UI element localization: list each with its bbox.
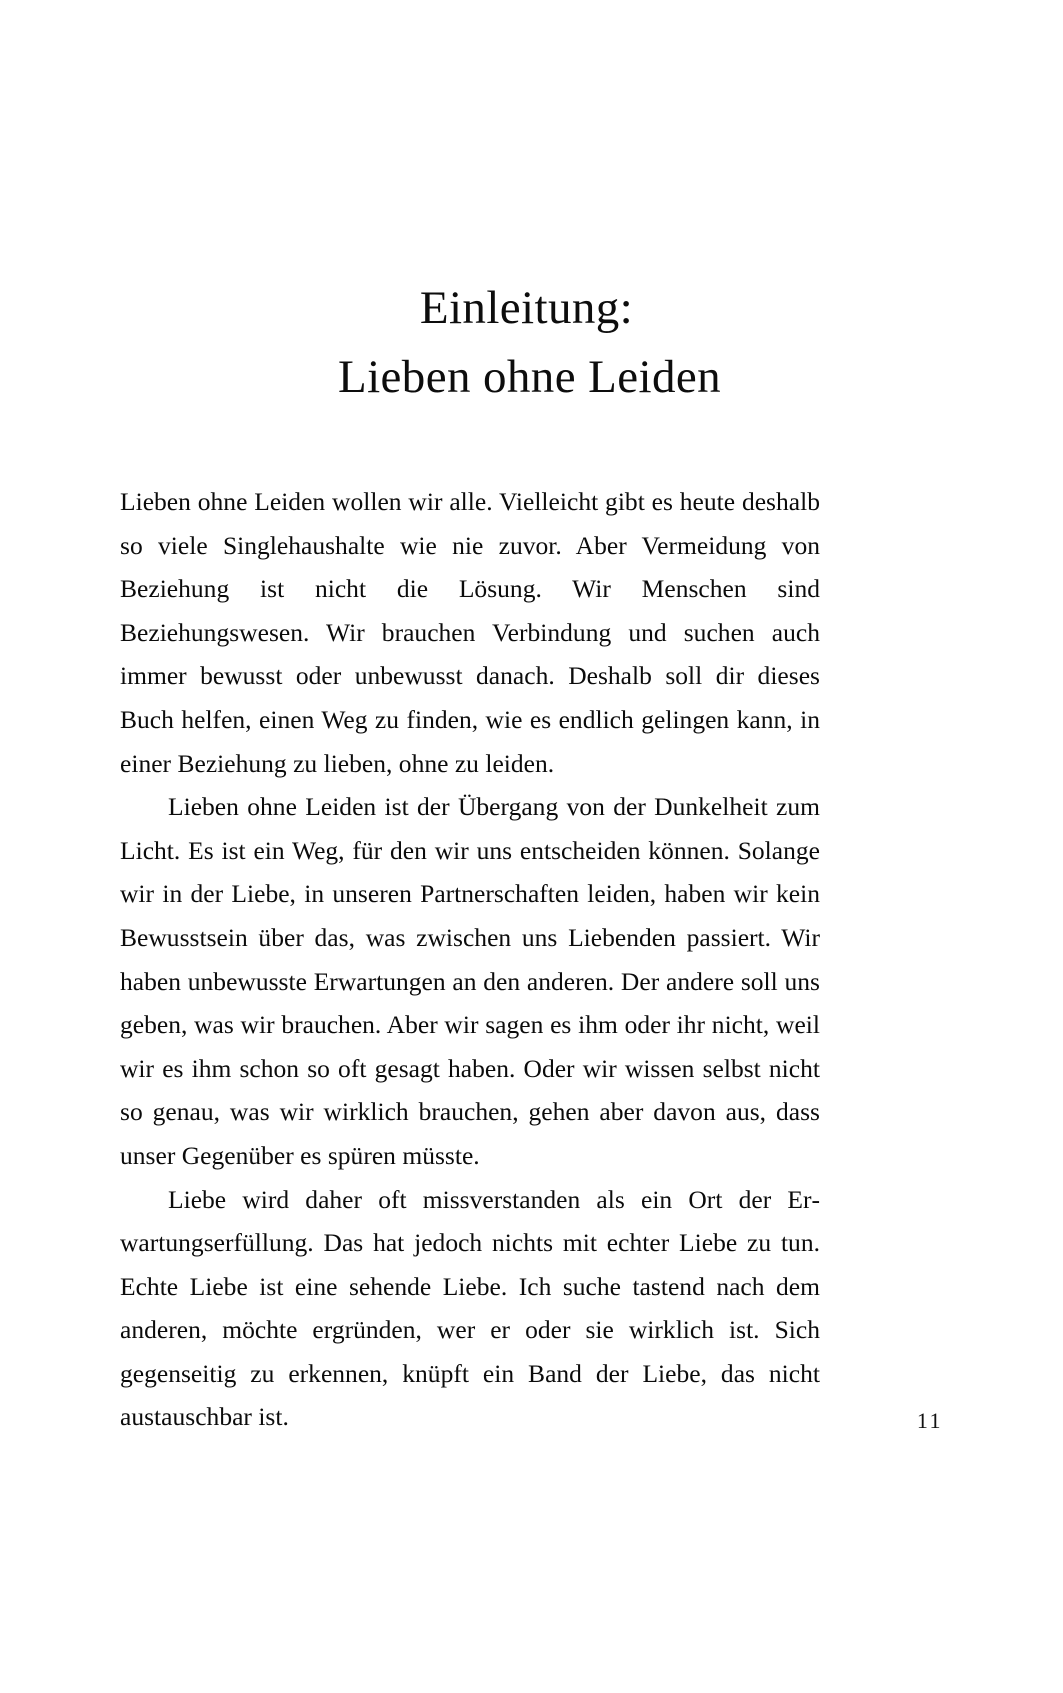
paragraph-2: Lieben ohne Leiden ist der Übergang von der Dunkelheit zum Licht. Es ist ein Weg, für den wir uns entscheiden können. Solange wir in der Liebe, in unseren Partnerschaften leiden, haben wir kein Bewusstsein über das, was zwischen uns Liebenden passiert. Wir haben unbewusste Erwartungen an den anderen. Der andere soll uns geben, was wir brauchen. Aber wir sagen es ihm oder ihr nicht, weil wir es ihm schon so oft gesagt haben. Oder wir wissen selbst nicht so genau, was wir wirklich brauchen, gehen aber davon aus, dass unser Gegenüber es spüren müsste. (120, 792, 820, 1170)
page-title (0, 274, 1063, 410)
body-text (120, 480, 820, 1439)
chapter-title-line-2: Lieben ohne Leiden (337, 350, 722, 403)
page-number: 11 (916, 1408, 943, 1433)
chapter-title-line-1: Einleitung: (419, 282, 634, 335)
paragraph-3: Liebe wird daher oft missverstanden als ein Ort der Erwartungserfüllung. Das hat jedoch nichts mit echter Liebe zu tun. Echte Liebe ist eine sehende Liebe. Ich suche tastend nach dem anderen, möchte ergründen, wer er oder sie wirklich ist. Sich gegenseitig zu erkennen, knüpft ein Band der Liebe, das nicht austauschbar ist. (120, 1184, 820, 1432)
paragraph-1: Lieben ohne Leiden wollen wir alle. Vielleicht gibt es heute deshalb so viele Singlehaushalte wie nie zuvor. Aber Vermeidung von Beziehung ist nicht die Lösung. Wir Menschen sind Beziehungswesen. Wir brauchen Verbindung und suchen auch immer bewusst oder unbewusst danach. Deshalb soll dir dieses Buch helfen, einen Weg zu finden, wie es endlich gelingen kann, in einer Beziehung zu lieben, ohne zu leiden. (120, 487, 820, 778)
